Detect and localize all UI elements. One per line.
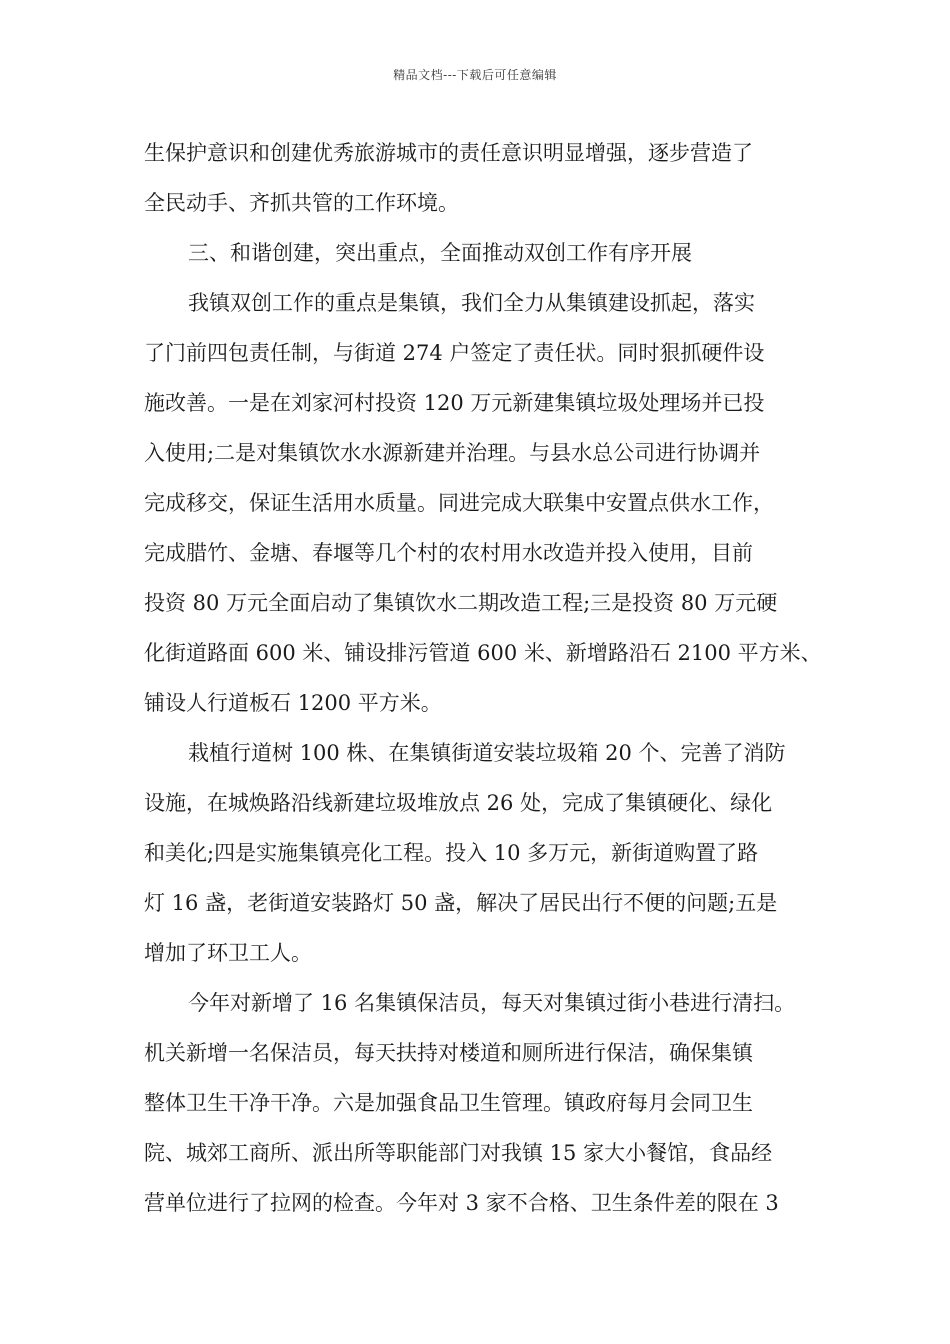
paragraph-line: 院、城郊工商所、派出所等职能部门对我镇 15 家大小餐馆，食品经 <box>144 1141 773 1165</box>
paragraph-line: 设施，在城焕路沿线新建垃圾堆放点 26 处，完成了集镇硬化、绿化 <box>144 791 773 815</box>
paragraph-line: 栽植行道树 100 株、在集镇街道安装垃圾箱 20 个、完善了消防 <box>188 741 786 765</box>
paragraph-line: 今年对新增了 16 名集镇保洁员，每天对集镇过街小巷进行清扫。 <box>188 991 796 1015</box>
paragraph <box>144 978 824 1228</box>
paragraph-line: 生保护意识和创建优秀旅游城市的责任意识明显增强，逐步营造了 <box>144 141 753 165</box>
paragraph-line: 了门前四包责任制，与街道 274 户签定了责任状。同时狠抓硬件设 <box>144 341 765 365</box>
paragraph-line: 和美化;四是实施集镇亮化工程。投入 10 多万元，新街道购置了路 <box>144 841 759 865</box>
paragraph-line: 化街道路面 600 米、铺设排污管道 600 米、新增路沿石 2100 平方米、 <box>144 641 822 665</box>
paragraph-line: 完成移交，保证生活用水质量。同进完成大联集中安置点供水工作， <box>144 491 774 515</box>
page-header: 精品文档---下载后可任意编辑 <box>393 68 557 82</box>
paragraph <box>144 728 824 978</box>
paragraph <box>144 128 824 228</box>
paragraph-line: 铺设人行道板石 1200 平方米。 <box>144 691 442 715</box>
paragraph-line: 机关新增一名保洁员，每天扶持对楼道和厕所进行保洁，确保集镇 <box>144 1041 753 1065</box>
document-body <box>144 128 824 1228</box>
paragraph-line: 投资 80 万元全面启动了集镇饮水二期改造工程;三是投资 80 万元硬 <box>144 591 778 615</box>
paragraph <box>144 278 824 728</box>
paragraph-line: 整体卫生干净干净。六是加强食品卫生管理。镇政府每月会同卫生 <box>144 1091 753 1115</box>
paragraph-line: 完成腊竹、金塘、春堰等几个村的农村用水改造并投入使用，目前 <box>144 541 753 565</box>
paragraph-line: 营单位进行了拉网的检查。今年对 3 家不合格、卫生条件差的限在 3 <box>144 1191 779 1215</box>
paragraph-line: 我镇双创工作的重点是集镇，我们全力从集镇建设抓起，落实 <box>188 291 755 315</box>
paragraph-line: 施改善。一是在刘家河村投资 120 万元新建集镇垃圾处理场并已投 <box>144 391 765 415</box>
paragraph-line: 增加了环卫工人。 <box>144 941 312 965</box>
paragraph-line: 全民动手、齐抓共管的工作环境。 <box>144 191 459 215</box>
paragraph-line: 灯 16 盏，老街道安装路灯 50 盏，解决了居民出行不便的问题;五是 <box>144 891 778 915</box>
paragraph-line: 三、和谐创建，突出重点，全面推动双创工作有序开展 <box>188 241 692 265</box>
paragraph <box>144 228 824 278</box>
paragraph-line: 入使用;二是对集镇饮水水源新建并治理。与县水总公司进行协调并 <box>144 441 761 465</box>
